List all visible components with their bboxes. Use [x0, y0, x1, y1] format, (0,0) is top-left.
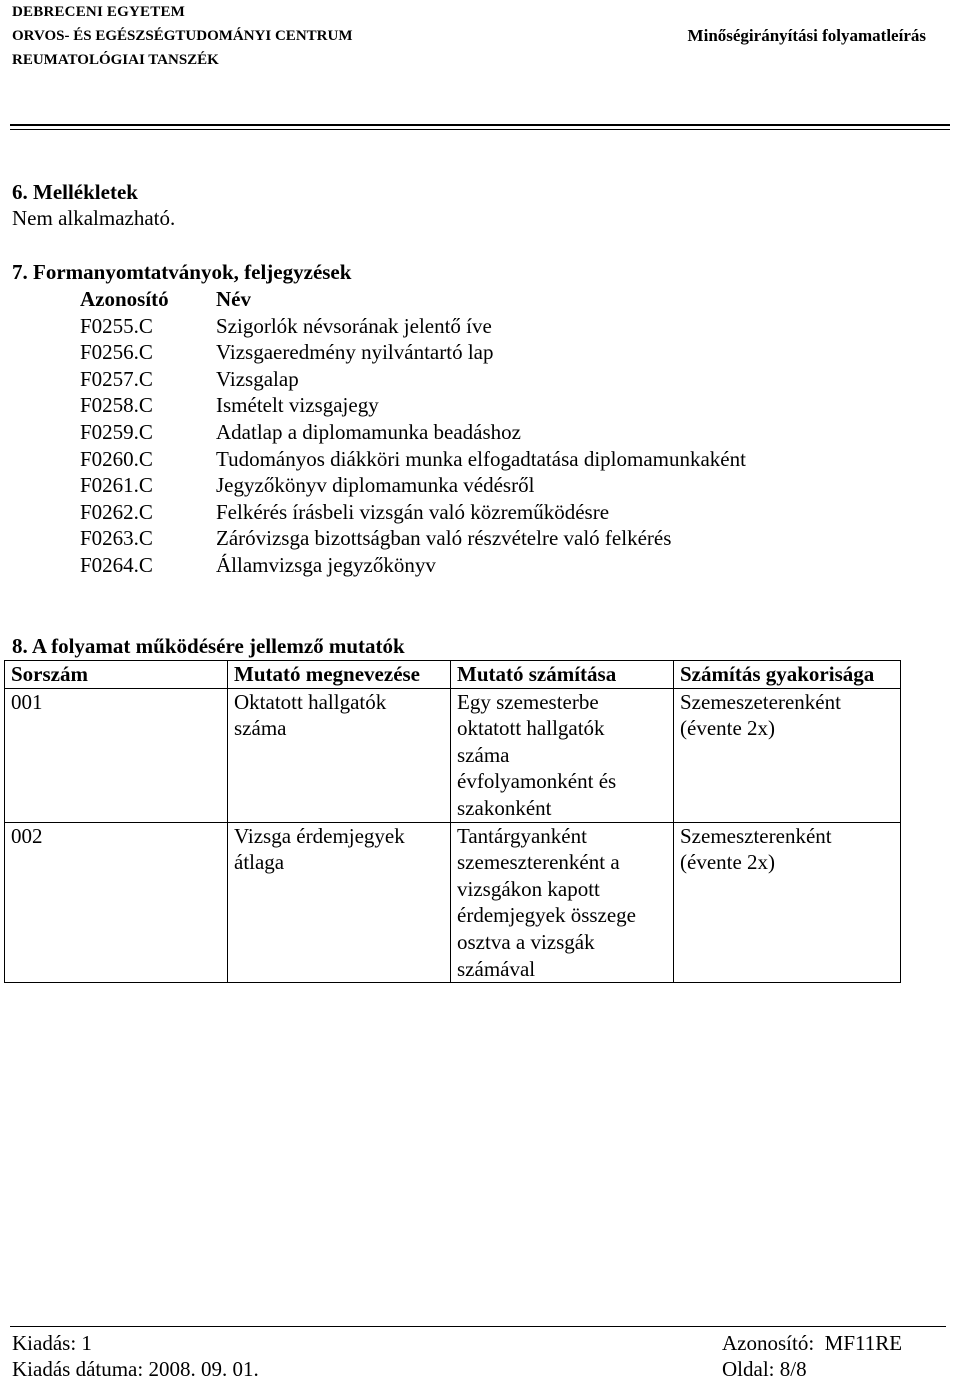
- col-header-calculation: Mutató számítása: [451, 661, 674, 689]
- form-id: F0260.C: [80, 446, 153, 471]
- cell-line: szemeszterenként a: [457, 850, 620, 875]
- cell-calculation: [451, 822, 674, 983]
- header-divider: [10, 124, 950, 126]
- row-number: 001: [11, 689, 43, 714]
- footer-divider: [10, 1326, 946, 1327]
- cell-line: Vizsga érdemjegyek: [234, 823, 405, 848]
- list-item: [80, 499, 746, 526]
- form-id: F0264.C: [80, 552, 153, 577]
- table-row: [5, 688, 901, 822]
- form-name: Záróvizsga bizottságban való részvételre való felkérés: [216, 526, 672, 551]
- form-name: Felkérés írásbeli vizsgán való közreműködésre: [216, 499, 610, 524]
- cell-number: [5, 822, 228, 983]
- section-6-text: Nem alkalmazható.: [12, 206, 176, 230]
- form-id: F0262.C: [80, 499, 153, 524]
- cell-frequency: [674, 688, 901, 822]
- form-name: Vizsgaeredmény nyilvántartó lap: [216, 340, 494, 365]
- cell-line: Szemeszeterenként: [680, 689, 841, 714]
- cell-indicator-name: [228, 688, 451, 822]
- cell-line: (évente 2x): [680, 716, 776, 741]
- row-number: 002: [11, 823, 43, 848]
- list-item: [80, 339, 746, 366]
- form-name: Államvizsga jegyzőkönyv: [216, 552, 436, 577]
- form-id: F0256.C: [80, 340, 153, 365]
- forms-list: [80, 286, 746, 579]
- list-item: [80, 313, 746, 340]
- form-name: Vizsgalap: [216, 366, 299, 391]
- cell-line: Szemeszterenként: [680, 823, 832, 848]
- section-6-title: 6. Mellékletek: [12, 180, 138, 204]
- cell-frequency: [674, 822, 901, 983]
- form-name: Jegyzőkönyv diplomamunka védésről: [216, 473, 535, 498]
- list-item: [80, 419, 746, 446]
- cell-line: vizsgákon kapott: [457, 876, 600, 901]
- footer-document-id: Azonosító: MF11RE: [722, 1331, 903, 1355]
- form-name: Adatlap a diplomamunka beadáshoz: [216, 419, 521, 444]
- cell-line: számával: [457, 956, 536, 981]
- form-name: Ismételt vizsgajegy: [216, 393, 379, 418]
- department-name: REUMATOLÓGIAI TANSZÉK: [12, 52, 219, 68]
- section-7-title: 7. Formanyomtatványok, feljegyzések: [12, 260, 352, 284]
- document-type: Minőségirányítási folyamatleírás: [687, 26, 926, 45]
- cell-line: Tantárgyanként: [457, 823, 587, 848]
- col-header-frequency: Számítás gyakorisága: [674, 661, 901, 689]
- cell-line: Egy szemesterbe: [457, 689, 599, 714]
- header-divider-thin: [10, 129, 950, 130]
- cell-line: osztva a vizsgák: [457, 929, 595, 954]
- form-id: F0257.C: [80, 366, 153, 391]
- university-name: DEBRECENI EGYETEM: [12, 4, 186, 20]
- cell-line: (évente 2x): [680, 850, 776, 875]
- list-item: [80, 472, 746, 499]
- list-item: [80, 552, 746, 579]
- cell-line: átlaga: [234, 850, 285, 875]
- cell-line: száma: [234, 716, 287, 741]
- cell-line: szakonként: [457, 795, 552, 820]
- forms-col-id: Azonosító: [80, 287, 169, 311]
- cell-line: oktatott hallgatók: [457, 716, 605, 741]
- footer-page-number: Oldal: 8/8: [722, 1357, 807, 1381]
- cell-line: érdemjegyek összege: [457, 903, 637, 928]
- form-id: F0263.C: [80, 526, 153, 551]
- table-row: [5, 822, 901, 983]
- form-name: Szigorlók névsorának jelentő íve: [216, 313, 492, 338]
- list-item: [80, 366, 746, 393]
- col-header-number: Sorszám: [5, 661, 228, 689]
- form-id: F0258.C: [80, 393, 153, 418]
- list-item: [80, 446, 746, 473]
- list-item: [80, 392, 746, 419]
- footer-edition: Kiadás: 1: [12, 1331, 92, 1355]
- center-name: ORVOS- ÉS EGÉSZSÉGTUDOMÁNYI CENTRUM: [12, 28, 353, 44]
- form-id: F0259.C: [80, 419, 153, 444]
- header-institution: [12, 0, 352, 72]
- forms-col-name: Név: [216, 287, 251, 311]
- section-8-title: 8. A folyamat működésére jellemző mutatók: [12, 634, 405, 658]
- footer-edition-date: Kiadás dátuma: 2008. 09. 01.: [12, 1357, 259, 1381]
- cell-number: [5, 688, 228, 822]
- list-item: [80, 525, 746, 552]
- form-id: F0255.C: [80, 313, 153, 338]
- indicators-table: [4, 660, 901, 983]
- cell-indicator-name: [228, 822, 451, 983]
- cell-line: száma: [457, 742, 510, 767]
- forms-list-header: [80, 286, 746, 313]
- form-id: F0261.C: [80, 473, 153, 498]
- cell-line: Oktatott hallgatók: [234, 689, 387, 714]
- table-header-row: [5, 661, 901, 689]
- form-name: Tudományos diákköri munka elfogadtatása diplomamunkaként: [216, 446, 746, 471]
- col-header-indicator-name: Mutató megnevezése: [228, 661, 451, 689]
- cell-line: évfolyamonként és: [457, 769, 617, 794]
- cell-calculation: [451, 688, 674, 822]
